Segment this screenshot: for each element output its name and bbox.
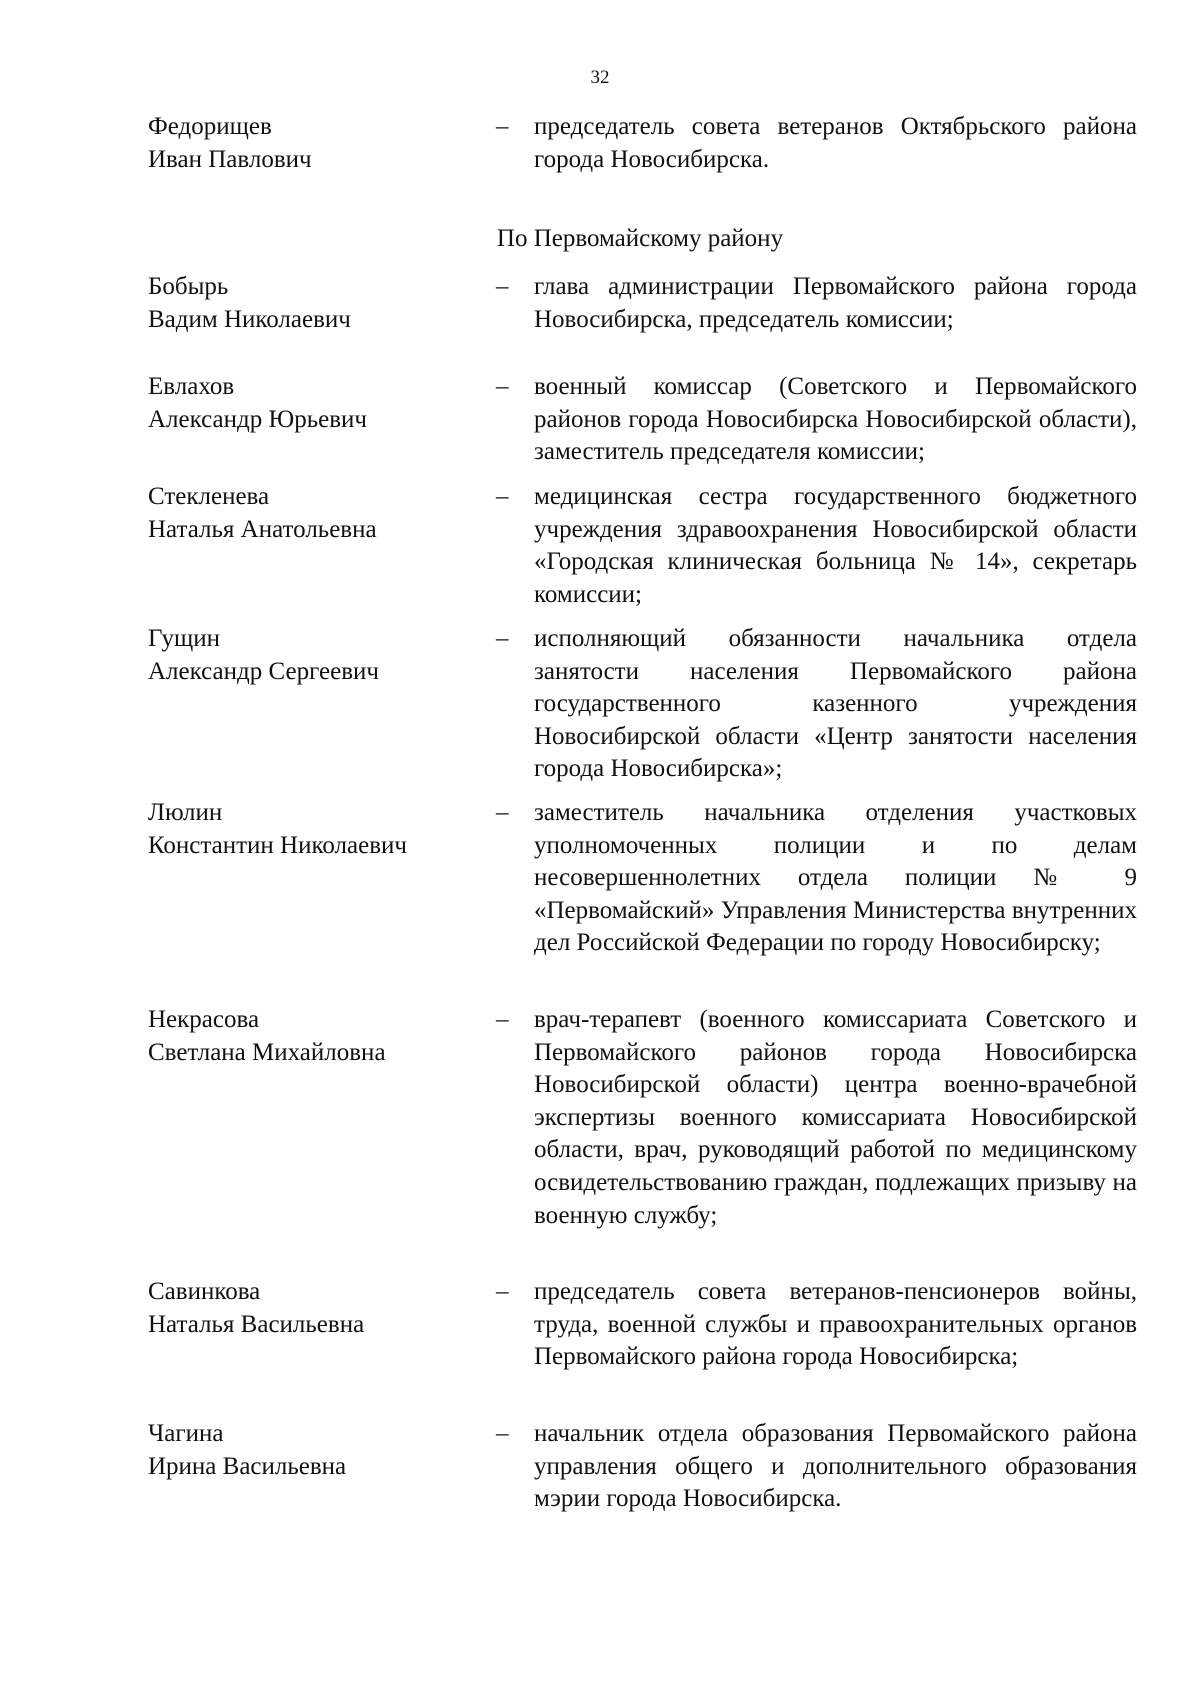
member-position: медицинская сестра государственного бюджетного учреждения здравоохранения Новосибирской области «Городская клиническая больница № 14», секретарь комиссии; bbox=[534, 483, 1137, 608]
member-surname: Некрасова bbox=[148, 1006, 260, 1033]
entry-dash: – bbox=[496, 1420, 509, 1447]
member-position: заместитель начальника отделения участковых уполномоченных полиции и по делам несовершеннолетних отдела полиции № 9 «Первомайский» Управления Министерства внутренних дел Российской Федерации по городу Новосибирску; bbox=[534, 799, 1137, 957]
member-name bbox=[148, 481, 488, 546]
member-name bbox=[148, 1418, 488, 1483]
member-position: врач-терапевт (военного комиссариата Советского и Первомайского районов города Новосибирска Новосибирской области) центра военно-врачебной экспертизы военного комиссариата Новосибирской области, врач, руководящий работой по медицинскому освидетельствованию граждан, подлежащих призыву на военную службу; bbox=[534, 1006, 1137, 1229]
entry-dash: – bbox=[496, 1006, 509, 1033]
member-given-names: Александр Сергеевич bbox=[148, 657, 379, 685]
member-given-names: Константин Николаевич bbox=[148, 831, 407, 859]
section-heading: По Первомайскому району bbox=[496, 225, 784, 252]
entry-dash: – bbox=[496, 1278, 509, 1305]
member-name bbox=[148, 623, 488, 688]
member-position: военный комиссар (Советского и Первомайского районов города Новосибирска Новосибирской области), заместитель председателя комиссии; bbox=[534, 373, 1137, 466]
member-name bbox=[148, 1276, 488, 1341]
entry-dash: – bbox=[496, 799, 509, 826]
member-surname: Евлахов bbox=[148, 373, 235, 400]
member-position: глава администрации Первомайского района города Новосибирска, председатель комиссии; bbox=[534, 273, 1137, 333]
entry-dash: – bbox=[496, 483, 509, 510]
member-surname: Стекленева bbox=[148, 483, 270, 510]
member-surname: Люлин bbox=[148, 799, 223, 826]
member-position: начальник отдела образования Первомайского района управления общего и дополнительного образования мэрии города Новосибирска. bbox=[534, 1420, 1137, 1513]
member-name bbox=[148, 271, 488, 336]
member-position: председатель совета ветеранов Октябрьского района города Новосибирска. bbox=[534, 113, 1137, 173]
member-surname: Бобырь bbox=[148, 273, 229, 300]
member-name bbox=[148, 797, 488, 862]
member-given-names: Ирина Васильевна bbox=[148, 1452, 347, 1480]
page-number: 32 bbox=[590, 67, 610, 88]
entry-dash: – bbox=[496, 273, 509, 300]
entry-dash: – bbox=[496, 113, 509, 140]
member-given-names: Вадим Николаевич bbox=[148, 305, 351, 333]
member-given-names: Наталья Васильевна bbox=[148, 1310, 365, 1338]
member-given-names: Иван Павлович bbox=[148, 145, 312, 173]
member-surname: Федорищев bbox=[148, 113, 272, 140]
member-surname: Чагина bbox=[148, 1420, 224, 1447]
member-surname: Гущин bbox=[148, 625, 221, 652]
entry-dash: – bbox=[496, 625, 509, 652]
entry-dash: – bbox=[496, 373, 509, 400]
member-name bbox=[148, 1004, 488, 1069]
member-given-names: Светлана Михайловна bbox=[148, 1038, 386, 1066]
member-position: исполняющий обязанности начальника отдела занятости населения Первомайского района государственного казенного учреждения Новосибирской области «Центр занятости населения города Новосибирска»; bbox=[534, 625, 1137, 783]
member-name bbox=[148, 371, 488, 436]
member-given-names: Александр Юрьевич bbox=[148, 405, 367, 433]
member-given-names: Наталья Анатольевна bbox=[148, 515, 377, 543]
member-position: председатель совета ветеранов-пенсионеров войны, труда, военной службы и правоохранительных органов Первомайского района города Новосибирска; bbox=[534, 1278, 1137, 1371]
member-name bbox=[148, 111, 488, 176]
member-surname: Савинкова bbox=[148, 1278, 261, 1305]
